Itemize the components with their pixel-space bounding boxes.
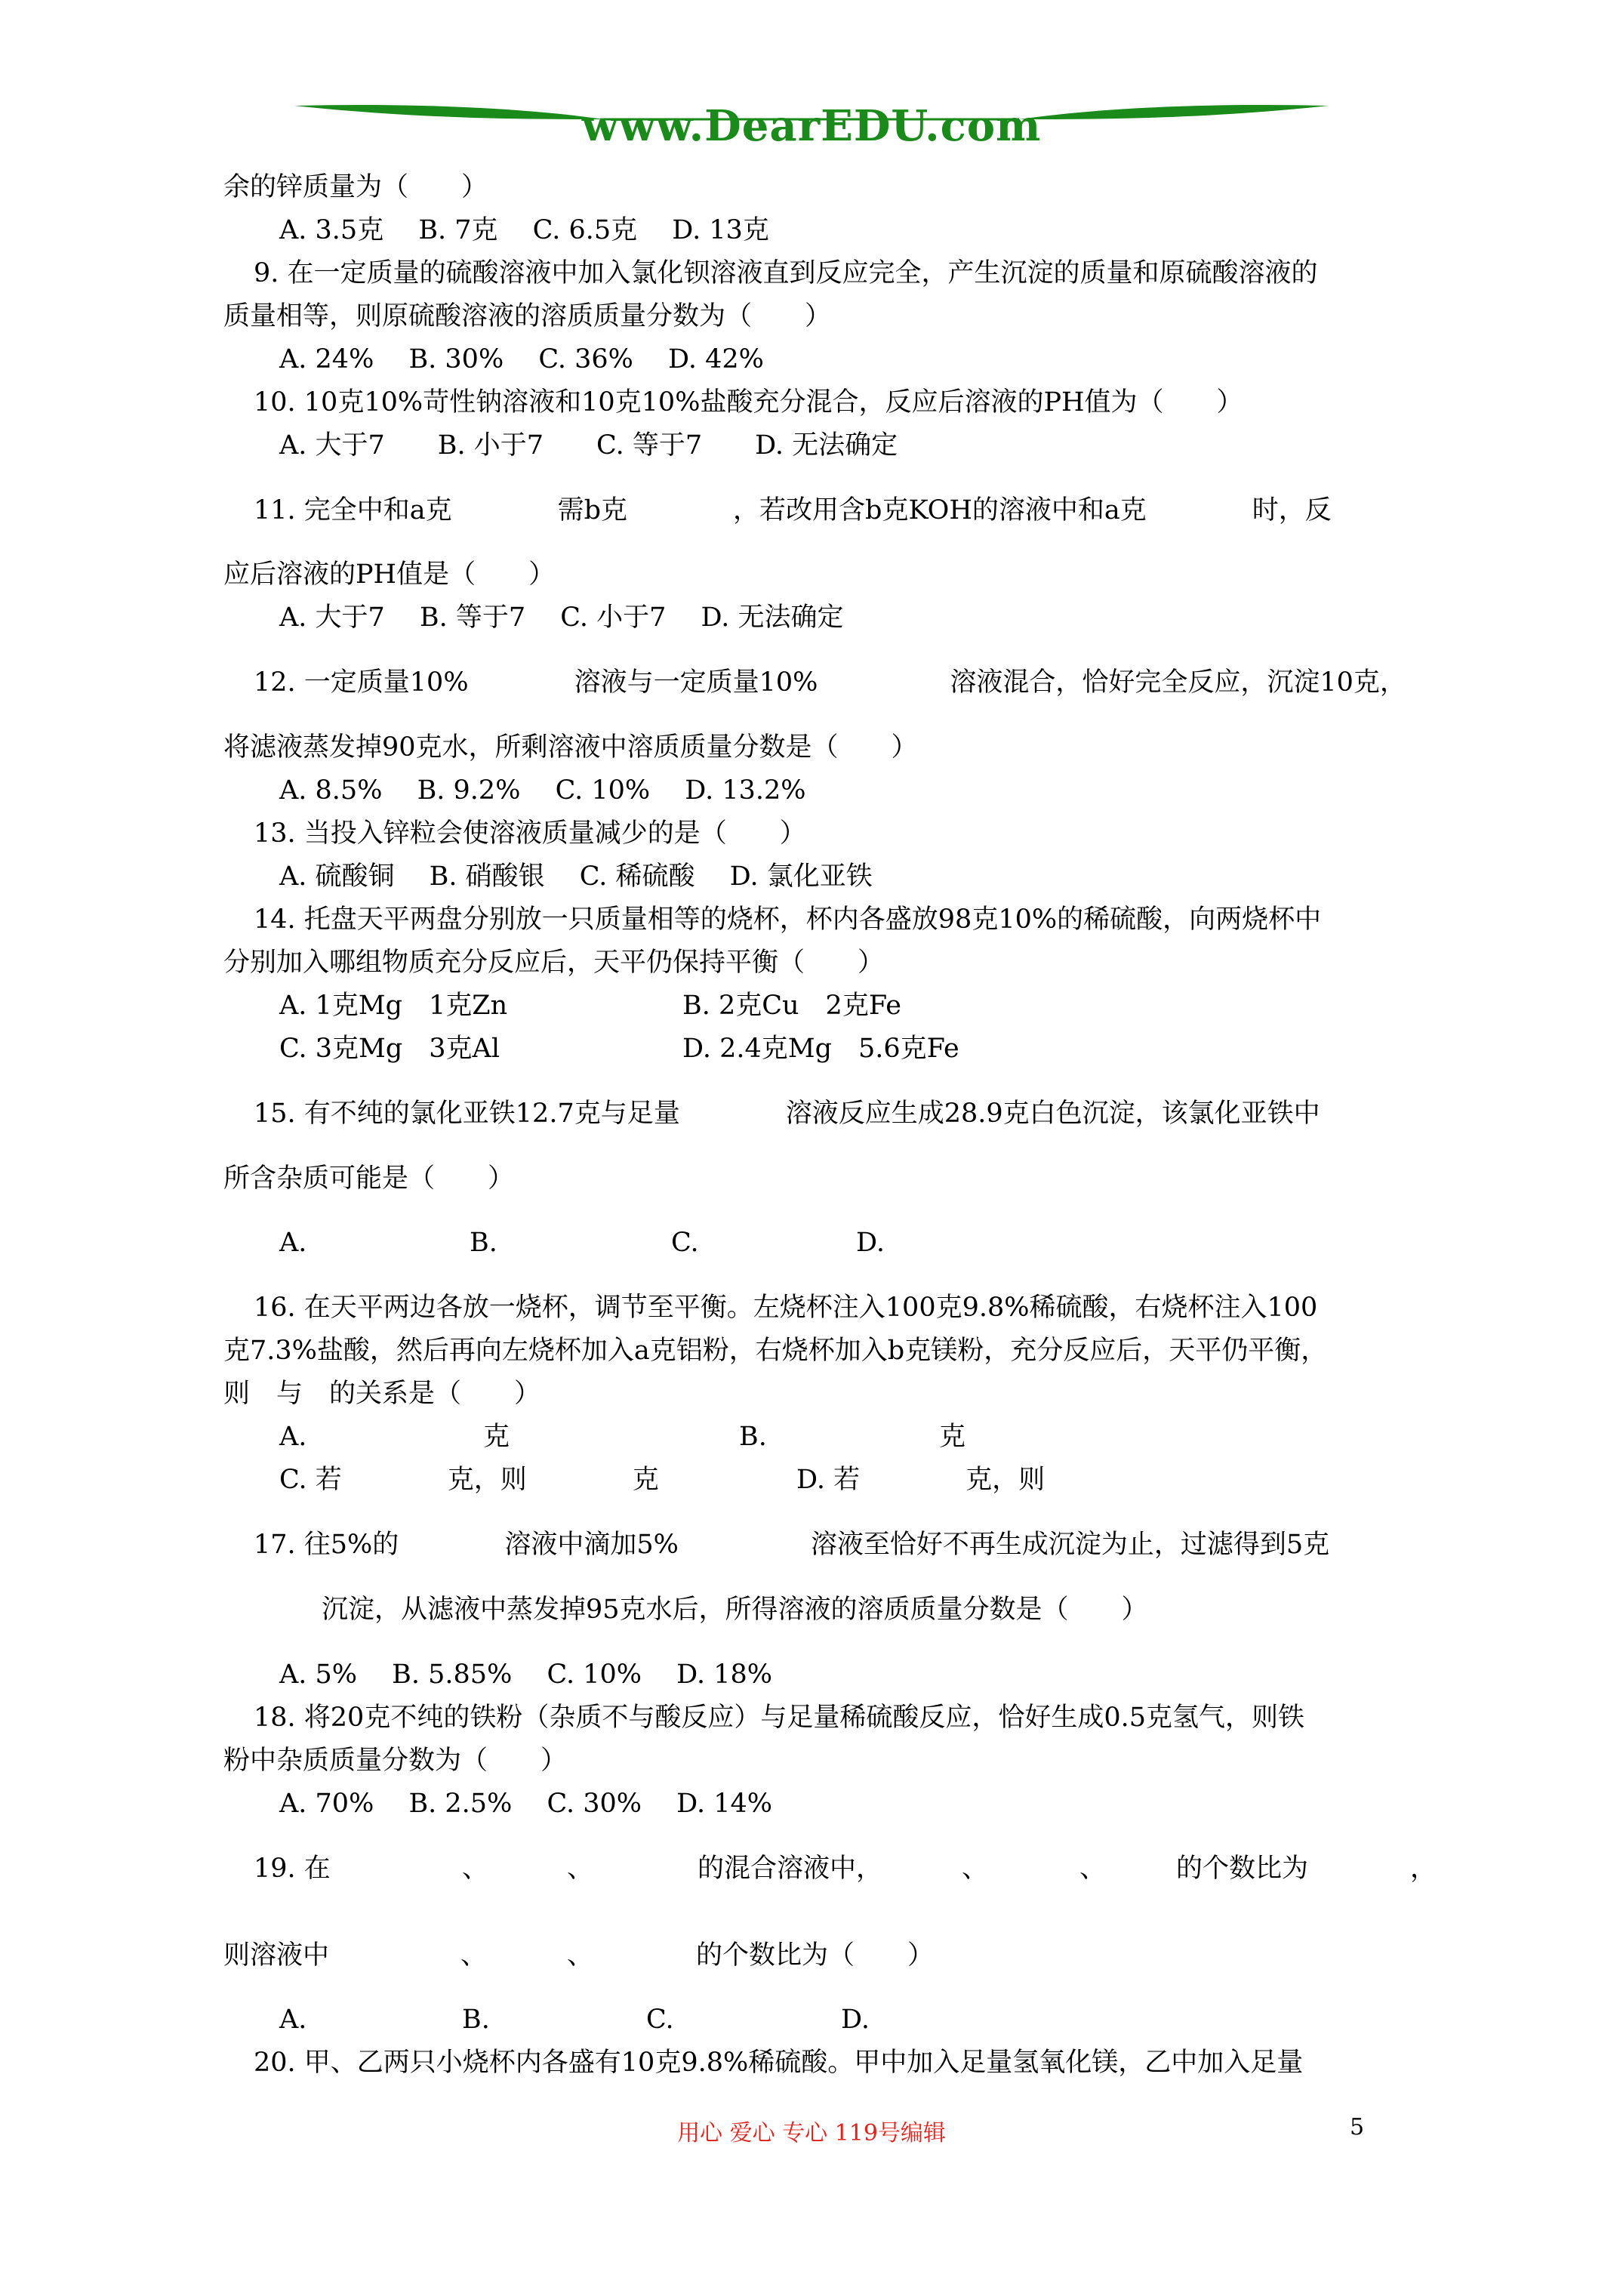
option-a: A.: [279, 2005, 307, 2035]
option-line: A. 硫酸铜 B. 硝酸银 C. 稀硫酸 D. 氯化亚铁: [279, 861, 873, 892]
option-b: B. 2克Cu 2克Fe: [682, 991, 901, 1021]
option-d: D.: [856, 1228, 885, 1258]
option-c: C.: [646, 2005, 674, 2035]
question-13: 13. 当投入锌粒会使溶液质量减少的是（ ）: [254, 818, 806, 849]
text-fragment: ，: [1410, 1854, 1437, 1884]
option-c: C.: [671, 1228, 699, 1258]
text-line: 所含杂质可能是（ ）: [223, 1163, 515, 1194]
option-line: A. 24% B. 30% C. 36% D. 42%: [279, 344, 764, 374]
text-fragment: 的个数比为（ ）: [696, 1940, 935, 1971]
site-logo: www.DearEDU.com: [581, 101, 1042, 151]
text-line: 应后溶液的PH值是（ ）: [223, 559, 556, 590]
text-line: 沉淀，从滤液中蒸发掉95克水后，所得溶液的溶质质量分数是（ ）: [322, 1595, 1148, 1625]
option-b: B.: [462, 2005, 490, 2035]
question-15: 15. 有不纯的氯化亚铁12.7克与足量 溶液反应生成28.9克白色沉淀，该氯化亚铁中: [254, 1099, 1320, 1129]
text-fragment: 的个数比为: [1176, 1854, 1309, 1884]
text-line: 分别加入哪组物质充分反应后，天平仍保持平衡（ ）: [223, 948, 885, 978]
option-line: A. 大于7 B. 小于7 C. 等于7 D. 无法确定: [279, 430, 898, 461]
option-c: C. 3克Mg 3克Al: [279, 1034, 500, 1064]
question-20: 20. 甲、乙两只小烧杯内各盛有10克9.8%稀硫酸。甲中加入足量氢氧化镁，乙中加入足量: [254, 2048, 1304, 2078]
option-a: A. 1克Mg 1克Zn: [279, 991, 508, 1021]
option-line: A. 8.5% B. 9.2% C. 10% D. 13.2%: [279, 775, 806, 806]
option-line: A. 3.5克 B. 7克 C. 6.5克 D. 13克: [279, 215, 769, 245]
option-b: B.: [739, 1422, 767, 1452]
question-18: 18. 将20克不纯的铁粉（杂质不与酸反应）与足量稀硫酸反应，恰好生成0.5克氢气，则铁: [254, 1703, 1304, 1733]
text-fragment: 、: [567, 1940, 594, 1971]
text-line: 克7.3%盐酸，然后再向左烧杯加入a克铝粉，右烧杯加入b克镁粉，充分反应后，天平仍平衡，: [223, 1336, 1328, 1366]
question-11: 11. 完全中和a克 需b克 ，若改用含b克KOH的溶液中和a克 时，反: [254, 495, 1332, 525]
option-c: C. 若 克，则 克: [279, 1465, 659, 1495]
text-fragment: 、: [462, 1854, 489, 1884]
question-12: 12. 一定质量10% 溶液与一定质量10% 溶液混合，恰好完全反应，沉淀10克，: [254, 667, 1406, 698]
text-fragment: 、: [567, 1854, 594, 1884]
footer-slogan: 用心 爱心 专心 119号编辑: [677, 2120, 946, 2147]
text-line: 将滤液蒸发掉90克水，所剩溶液中溶质质量分数是（ ）: [223, 732, 918, 763]
text-fragment: 、: [460, 1940, 488, 1971]
option-d: D. 若 克，则: [796, 1465, 1046, 1495]
option-line: A. 5% B. 5.85% C. 10% D. 18%: [279, 1660, 773, 1690]
text-line: 粉中杂质质量分数为（ ）: [223, 1746, 568, 1776]
text-line: 质量相等，则原硫酸溶液的溶质质量分数为（ ）: [223, 301, 832, 331]
question-17: 17. 往5%的 溶液中滴加5% 溶液至恰好不再生成沉淀为止，过滤得到5克: [254, 1530, 1330, 1560]
option-line: A. 大于7 B. 等于7 C. 小于7 D. 无法确定: [279, 603, 844, 633]
text-fragment: 的混合溶液中，: [698, 1854, 883, 1884]
page-header: [0, 89, 1623, 157]
text-line: 余的锌质量为（ ）: [223, 172, 488, 202]
question-10: 10. 10克10%苛性钠溶液和10克10%盐酸充分混合，反应后溶液的PH值为（ ）: [254, 387, 1243, 418]
question-9: 9. 在一定质量的硫酸溶液中加入氯化钡溶液直到反应完全，产生沉淀的质量和原硫酸溶液的: [254, 258, 1318, 288]
page-footer: [0, 2114, 1623, 2152]
text-fragment: 、: [962, 1854, 989, 1884]
question-14: 14. 托盘天平两盘分别放一只质量相等的烧杯，杯内各盛放98克10%的稀硫酸，向两烧杯中: [254, 905, 1322, 935]
option-b: B.: [470, 1228, 497, 1258]
option-a: A.: [279, 1422, 307, 1452]
question-16: 16. 在天平两边各放一烧杯，调节至平衡。左烧杯注入100克9.8%稀硫酸，右烧杯注入100: [254, 1293, 1318, 1323]
text-line: 则 与 的关系是（ ）: [223, 1379, 541, 1409]
text-fragment: 、: [1079, 1854, 1107, 1884]
question-19: 19. 在: [254, 1854, 331, 1884]
option-a: A.: [279, 1228, 307, 1258]
option-a-unit: 克: [483, 1422, 510, 1452]
page-number: 5: [1350, 2114, 1365, 2140]
option-b-unit: 克: [939, 1422, 966, 1452]
option-d: D.: [841, 2005, 870, 2035]
option-d: D. 2.4克Mg 5.6克Fe: [682, 1034, 959, 1064]
text-line: 则溶液中: [223, 1940, 330, 1971]
option-line: A. 70% B. 2.5% C. 30% D. 14%: [279, 1789, 773, 1819]
